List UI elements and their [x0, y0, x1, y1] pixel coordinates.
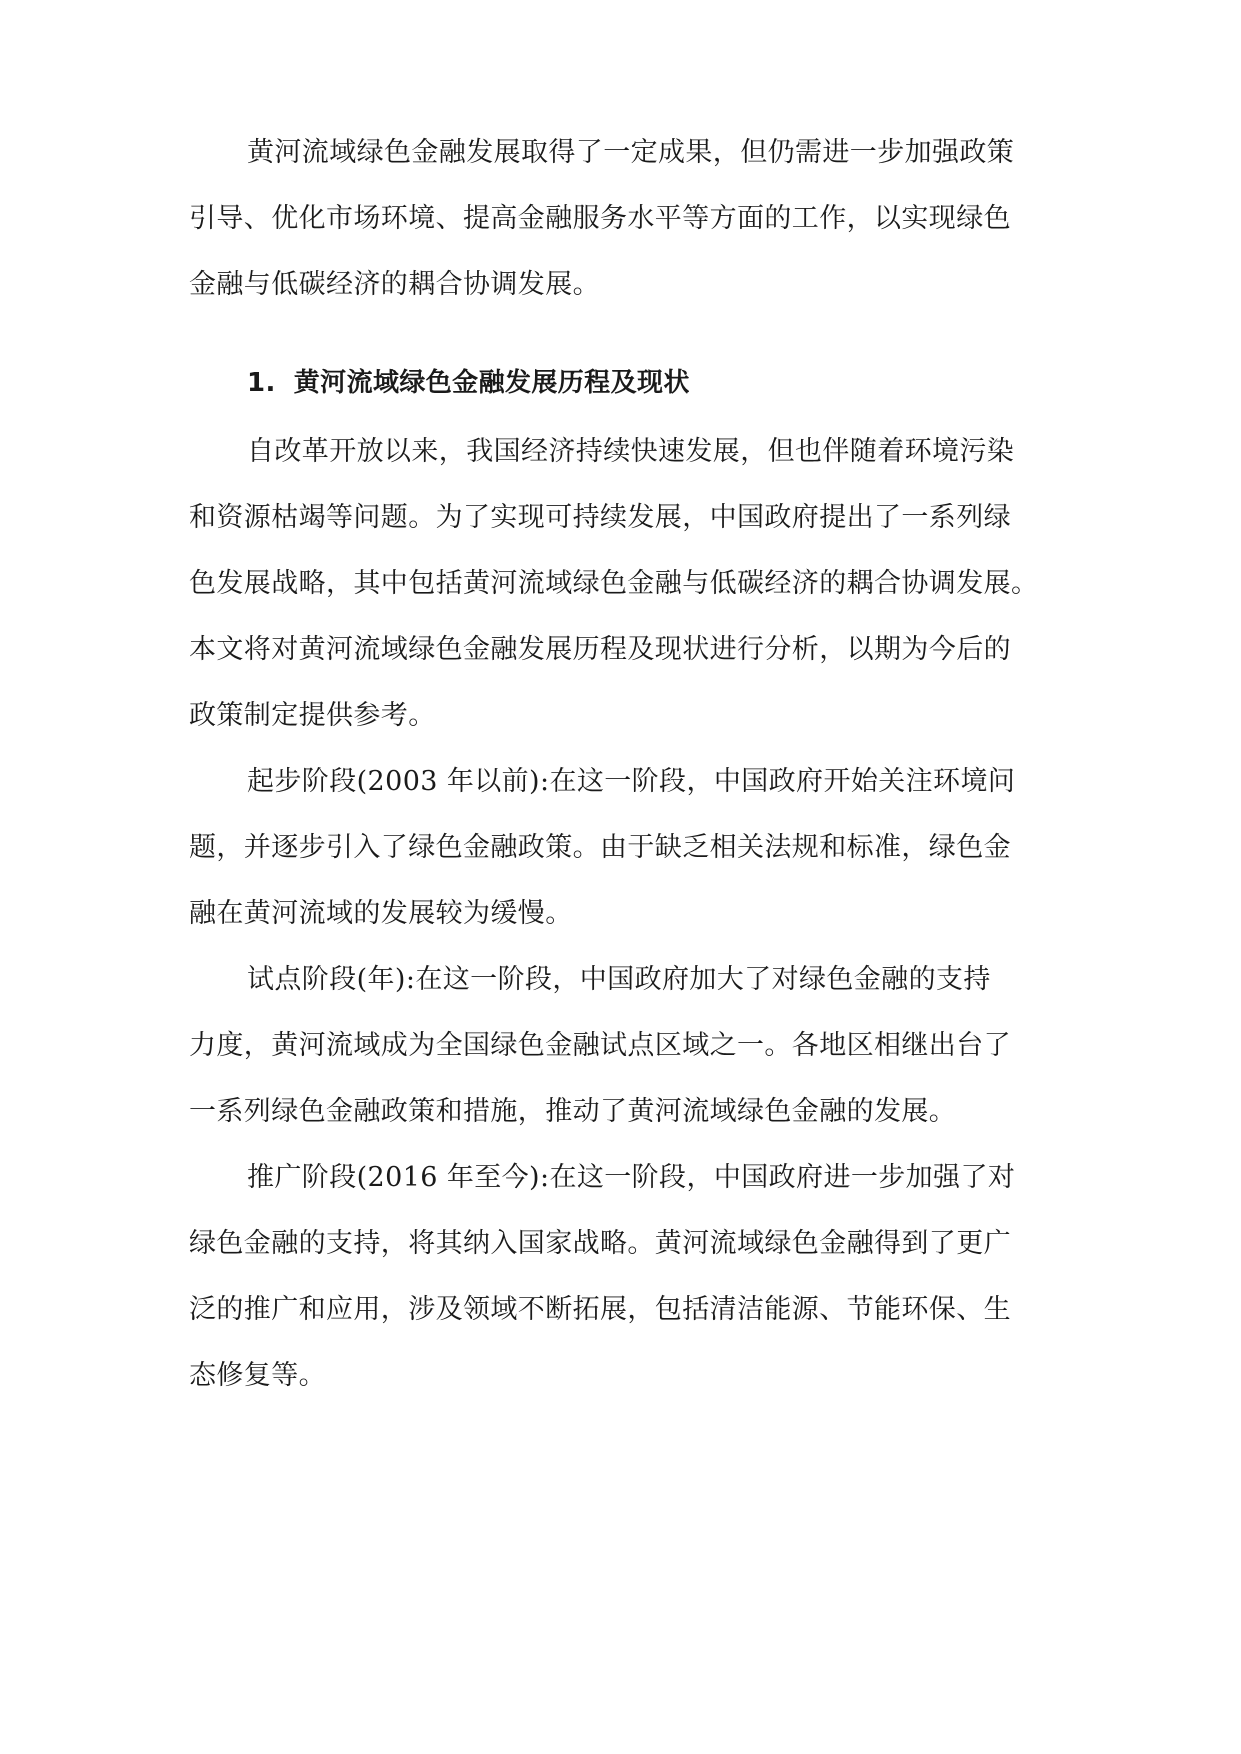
paragraph-line: 起步阶段(2003 年以前):在这一阶段，中国政府开始关注环境问	[247, 766, 1016, 797]
paragraph-line: 本文将对黄河流域绿色金融发展历程及现状进行分析，以期为今后的	[189, 634, 1011, 665]
paragraph-line: 金融与低碳经济的耦合协调发展。	[189, 269, 600, 300]
paragraph-line: 推广阶段(2016 年至今):在这一阶段，中国政府进一步加强了对	[247, 1162, 1016, 1193]
paragraph-line: 和资源枯竭等问题。为了实现可持续发展，中国政府提出了一系列绿	[189, 502, 1011, 533]
paragraph-line: 色发展战略，其中包括黄河流域绿色金融与低碳经济的耦合协调发展。	[189, 568, 1039, 599]
paragraph-line: 黄河流域绿色金融发展取得了一定成果，但仍需进一步加强政策	[247, 137, 1015, 168]
paragraph-line: 态修复等。	[189, 1360, 326, 1391]
paragraph-line: 泛的推广和应用，涉及领域不断拓展，包括清洁能源、节能环保、生	[189, 1294, 1011, 1325]
paragraph-line: 政策制定提供参考。	[189, 700, 436, 731]
section-number: 1.	[247, 368, 276, 398]
paragraph-line: 题，并逐步引入了绿色金融政策。由于缺乏相关法规和标准，绿色金	[189, 832, 1011, 863]
section-title: 黄河流域绿色金融发展历程及现状	[293, 368, 690, 398]
paragraph-line: 绿色金融的支持，将其纳入国家战略。黄河流域绿色金融得到了更广	[189, 1228, 1011, 1259]
paragraph-line: 力度，黄河流域成为全国绿色金融试点区域之一。各地区相继出台了	[189, 1030, 1011, 1061]
paragraph-line: 融在黄河流域的发展较为缓慢。	[189, 898, 573, 929]
paragraph-line: 试点阶段(年):在这一阶段，中国政府加大了对绿色金融的支持	[247, 964, 991, 995]
paragraph-line: 一系列绿色金融政策和措施，推动了黄河流域绿色金融的发展。	[189, 1096, 957, 1127]
paragraph-line: 自改革开放以来，我国经济持续快速发展，但也伴随着环境污染	[247, 436, 1015, 467]
section-heading	[247, 363, 1059, 403]
paragraph-line: 引导、优化市场环境、提高金融服务水平等方面的工作，以实现绿色	[189, 203, 1011, 234]
